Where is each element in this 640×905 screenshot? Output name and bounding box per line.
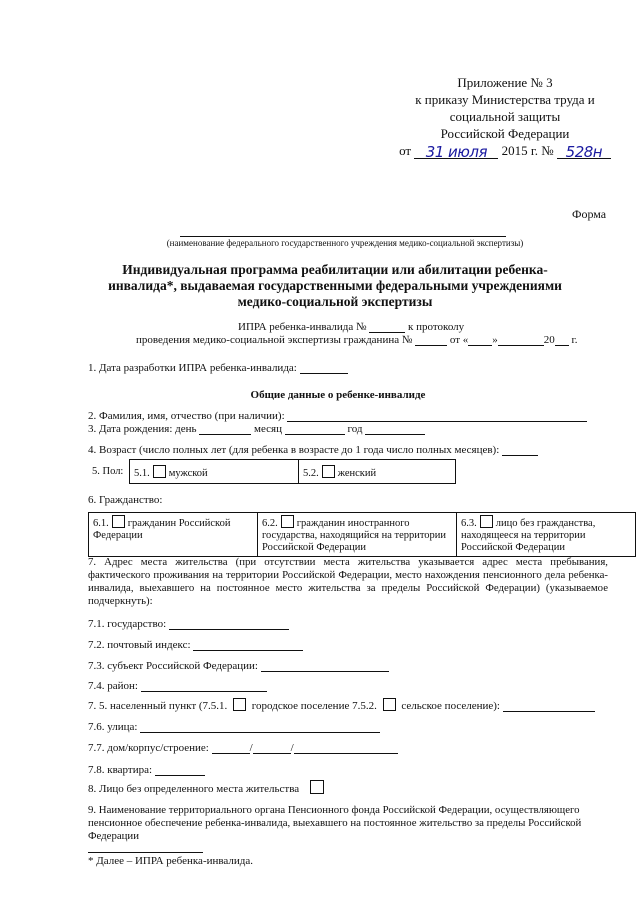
protocol-line [136,331,578,346]
gender-table [88,459,456,484]
footnote-divider [88,852,203,853]
item-7-8 [88,761,205,776]
country-label: 7.1. государство: [88,618,167,630]
item-4-label: 4. Возраст (число полных лет (для ребенка в возрасте до 1 года число полных месяцев): [88,444,500,456]
year-number-text: 2015 г. № [501,143,554,158]
protocol-number-field[interactable] [415,331,447,346]
gender-option-female[interactable] [299,460,456,484]
form-label: Форма [572,207,607,221]
document-title: Индивидуальная программа реабилитации или абилитации ребенка-инвалида*, выдаваемая государственными федеральными учреждениями медико-социальной экспертизы [108,262,562,309]
block-field[interactable] [253,739,291,754]
protocol-label: к протоколу [408,321,465,333]
citizenship-stateless-number: 6.3. [461,518,477,529]
house-field[interactable] [212,739,250,754]
protocol-century: 20 [543,334,555,346]
org-caption: (наименование федерального государственного учреждения медико-социальной экспертизы) [166,238,524,248]
birth-year-field[interactable] [365,420,425,435]
item-7-4 [88,677,267,692]
citizenship-option-foreign[interactable] [258,513,457,557]
item-4 [88,441,538,456]
birth-month-field[interactable] [285,420,345,435]
citizenship-russia-label: гражданин Российской Федерации [93,518,231,541]
region-field[interactable] [261,657,389,672]
item-7-text: 7. Адрес места жительства (при отсутствии места жительства указывается адрес места пребывания, фактического проживания на территории Российской Федерации, место нахождения пенсионного дела ребенка-инвалида, выехавшего на постоянное место жительства за пределы Российской Федерации) (указываемое подчеркнуть): [88,556,608,607]
item-6-label: 6. Гражданство: [88,494,163,506]
appendix-date-line [380,142,630,159]
item-7-7 [88,739,398,754]
citizenship-table [88,512,636,557]
protocol-day-field[interactable] [468,331,492,346]
urban-settlement-label: городское поселение 7.5.2. [251,700,377,712]
russia-checkbox[interactable] [112,515,125,528]
birth-month-label: месяц [254,423,282,435]
birth-day-label: 3. Дата рождения: день [88,423,197,435]
protocol-year-suffix: г. [571,334,578,346]
citizenship-foreign-number: 6.2. [262,518,278,529]
citizenship-stateless-label: лицо без гражданства, находящееся на территории Российской Федерации [461,518,596,553]
date-prefix: от [399,143,412,158]
development-date-field[interactable] [300,359,348,374]
birth-day-field[interactable] [199,420,251,435]
street-field[interactable] [140,718,380,733]
gender-male-label: мужской [168,468,208,479]
citizenship-option-stateless[interactable] [457,513,636,557]
gender-female-label: женский [337,468,377,479]
district-field[interactable] [141,677,267,692]
citizenship-russia-number: 6.1. [93,518,109,529]
gender-male-number: 5.1. [134,468,150,479]
rural-settlement-checkbox[interactable] [383,698,396,711]
building-label: 7.7. дом/корпус/строение: [88,742,209,754]
section-title: Общие данные о ребенке-инвалиде [250,389,426,401]
protocol-year-field[interactable] [555,331,569,346]
citizenship-option-russia[interactable] [89,513,258,557]
gender-option-male[interactable] [130,460,299,484]
homeless-checkbox[interactable] [310,780,324,794]
foreign-checkbox[interactable] [281,515,294,528]
handwritten-order-number: 528н [557,144,611,159]
citizenship-foreign-label: гражданин иностранного государства, находящийся на территории Российской Федерации [262,518,447,553]
protocol-quote-close: » [492,334,498,346]
urban-settlement-checkbox[interactable] [233,698,246,711]
postal-code-field[interactable] [193,636,303,651]
item-8 [88,780,327,795]
female-checkbox[interactable] [322,465,335,478]
item-7-2 [88,636,303,651]
item-7-6 [88,718,380,733]
appendix-order-line: к приказу Министерства труда и [415,92,595,107]
ipra-number-label: ИПРА ребенка-инвалида № [238,321,367,333]
age-field[interactable] [502,441,538,456]
gender-label: 5. Пол: [88,460,130,484]
gender-female-number: 5.2. [303,468,319,479]
appendix-header [380,74,630,159]
birth-year-label: год [347,423,363,435]
apartment-field[interactable] [155,761,205,776]
handwritten-date: 31 июля [414,144,498,159]
item-1 [88,359,348,374]
building-separator-1: / [249,742,253,754]
settlement-label: 7. 5. населенный пункт (7.5.1. [88,700,228,712]
homeless-label: 8. Лицо без определенного места жительства [88,783,300,795]
item-7-1 [88,615,289,630]
footnote: * Далее – ИПРА ребенка-инвалида. [88,855,254,867]
item-7-5 [88,697,595,712]
structure-field[interactable] [294,739,398,754]
building-separator-2: / [290,742,294,754]
postal-code-label: 7.2. почтовый индекс: [88,639,191,651]
protocol-from-label: от « [449,334,469,346]
protocol-exam-label: проведения медико-социальной экспертизы гражданина № [136,334,413,346]
settlement-field[interactable] [503,697,595,712]
item-1-label: 1. Дата разработки ИПРА ребенка-инвалида: [88,362,297,374]
apartment-label: 7.8. квартира: [88,764,153,776]
male-checkbox[interactable] [153,465,166,478]
appendix-country-line: Российской Федерации [440,126,570,141]
country-field[interactable] [169,615,289,630]
rural-settlement-label: сельское поселение): [401,700,500,712]
street-label: 7.6. улица: [88,721,138,733]
stateless-checkbox[interactable] [480,515,493,528]
item-9-text: 9. Наименование территориального органа Пенсионного фонда Российской Федерации, осуществляющего пенсионное обеспечение ребенка-инвалида, выехавшего на постоянное жительство за пределы Российской Федерации [88,804,582,842]
org-name-field[interactable] [180,236,506,237]
item-7-3 [88,657,389,672]
item-3 [88,420,425,435]
protocol-month-field[interactable] [498,331,544,346]
district-label: 7.4. район: [88,680,138,692]
appendix-ministry-line: социальной защиты [449,109,561,124]
item-2-label: 2. Фамилия, имя, отчество (при наличии): [88,410,285,422]
appendix-title: Приложение № 3 [457,75,553,90]
region-label: 7.3. субъект Российской Федерации: [88,660,258,672]
